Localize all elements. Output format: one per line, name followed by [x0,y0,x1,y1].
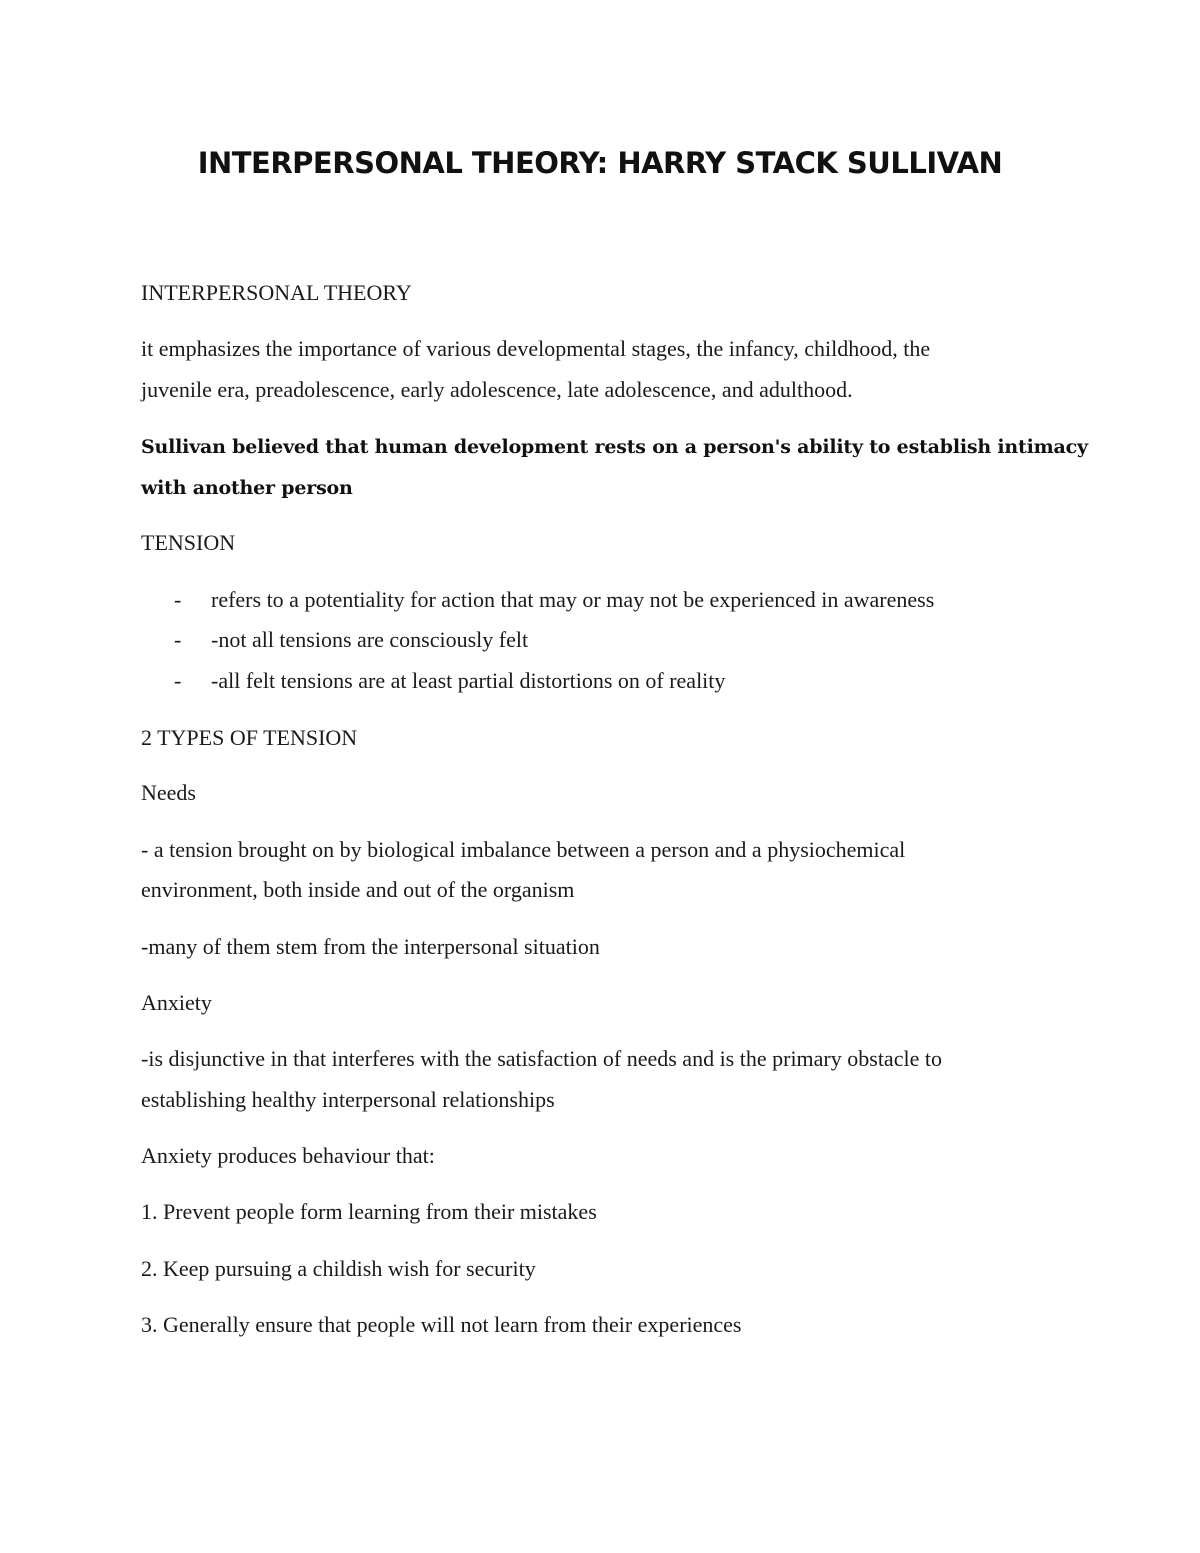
anxiety-line-2: establishing healthy interpersonal relationships [141,1087,555,1112]
intro-line-2: juvenile era, preadolescence, early adolescence, late adolescence, and adulthood. [141,377,853,402]
anxiety-line-1: -is disjunctive in that interferes with the satisfaction of needs and is the primary obstacle to [141,1046,942,1071]
needs-line-1: - a tension brought on by biological imbalance between a person and a physiochemical [141,837,906,862]
intro-line-1: it emphasizes the importance of various developmental stages, the infancy, childhood, the [141,336,931,361]
anxiety-produces-line: Anxiety produces behaviour that: [141,1143,435,1168]
tension-bullet-dash: - [174,627,182,652]
needs-line-3: -many of them stem from the interpersonal situation [141,934,600,959]
tension-bullet-dash: - [174,587,182,612]
tension-bullet-dash: - [174,668,182,693]
numbered-item: 2. Keep pursuing a childish wish for security [141,1256,536,1281]
needs-heading: Needs [141,780,196,805]
types-heading: 2 TYPES OF TENSION [141,725,358,750]
section-heading: INTERPERSONAL THEORY [141,280,412,305]
tension-bullet-text: -all felt tensions are at least partial distortions on of reality [211,668,726,693]
numbered-item: 1. Prevent people form learning from their mistakes [141,1199,597,1224]
bold-statement-line-1: Sullivan believed that human development rests on a person's ability to establish intimacy [141,436,1088,458]
needs-line-2: environment, both inside and out of the organism [141,877,575,902]
document-title: INTERPERSONAL THEORY: HARRY STACK SULLIVAN [197,146,1003,180]
anxiety-heading: Anxiety [141,990,212,1015]
numbered-item: 3. Generally ensure that people will not learn from their experiences [141,1312,742,1337]
tension-bullet-text: -not all tensions are consciously felt [211,627,529,652]
bold-statement-line-2: with another person [141,477,353,499]
tension-bullet-text: refers to a potentiality for action that may or may not be experienced in awareness [211,587,935,612]
tension-heading: TENSION [141,530,236,555]
